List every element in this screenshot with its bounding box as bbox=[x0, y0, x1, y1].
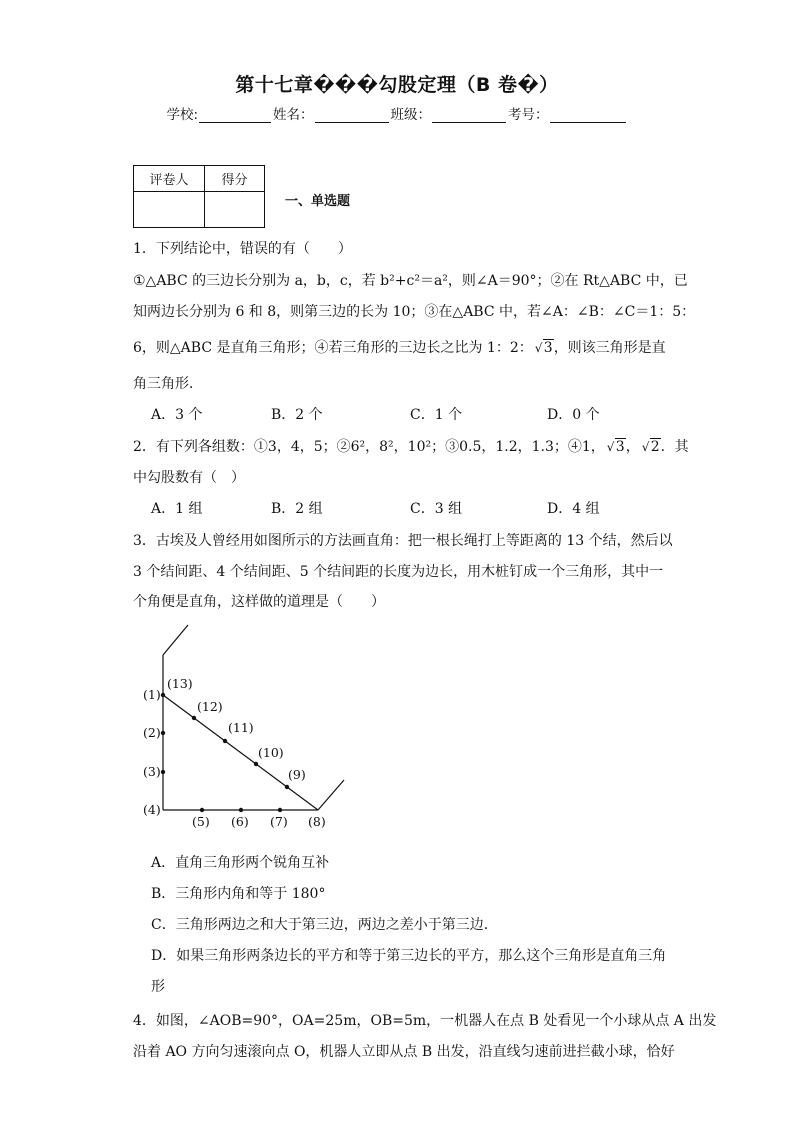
q1-text-line: 知两边长分别为 6 和 8，则第三边的长为 10；③在△ABC 中，若∠A：∠B：∠C＝1：5： bbox=[133, 304, 696, 320]
q2-text-part: 2．有下列各组数：①3，4，5；②6²，8²，10²；③0.5，1.2，1.3；④1， bbox=[133, 439, 605, 455]
knot-dot-2 bbox=[161, 731, 165, 735]
q3-option-b[interactable]: B．三角形内角和等于 180° bbox=[151, 886, 326, 902]
class-blank[interactable] bbox=[432, 108, 506, 123]
egyptian-rope-triangle-figure bbox=[130, 615, 360, 835]
q3-option-d-continued: 形 bbox=[151, 979, 165, 995]
q2-separator: ， bbox=[625, 439, 640, 455]
knot-dot-7 bbox=[278, 808, 282, 812]
score-table-score-cell[interactable] bbox=[205, 192, 265, 228]
knot-label-7: (7) bbox=[270, 814, 288, 829]
q4-stem: 4．如图，∠AOB=90°，OA=25m，OB=5m，一机器人在点 B 处看见一个小球从点 A 出发 bbox=[133, 1013, 717, 1029]
school-label: 学校: bbox=[166, 107, 199, 123]
knot-dot-11 bbox=[223, 739, 227, 743]
knot-label-6: (6) bbox=[231, 814, 249, 829]
school-blank[interactable] bbox=[199, 108, 271, 123]
figure-extension-line-right bbox=[318, 780, 344, 810]
sqrt-3-expression: √ 3 bbox=[534, 340, 553, 356]
score-table-score-header: 得分 bbox=[205, 166, 265, 192]
knot-dot-3 bbox=[161, 770, 165, 774]
student-info-line bbox=[0, 103, 794, 123]
knot-label-4: (4) bbox=[143, 802, 161, 817]
knot-dot-6 bbox=[239, 808, 243, 812]
section-heading-single-choice: 一、单选题 bbox=[285, 194, 351, 209]
score-table-grader-cell[interactable] bbox=[134, 192, 205, 228]
sqrt-3-expression: √ 3 bbox=[606, 439, 625, 455]
knot-label-13: (13) bbox=[167, 676, 193, 691]
q1-text-part: 6，则△ABC 是直角三角形；④若三角形的三边长之比为 1：2： bbox=[133, 340, 533, 356]
knot-dot-10 bbox=[254, 762, 258, 766]
class-label: 班级： bbox=[390, 107, 432, 123]
q1-text-line: ①△ABC 的三边长分别为 a，b，c，若 b²+c²＝a²，则∠A＝90°；②在 Rt△ABC 中，已 bbox=[133, 273, 688, 289]
knot-dot-5 bbox=[200, 808, 204, 812]
figure-extension-line-top bbox=[163, 625, 188, 655]
q3-option-c[interactable]: C．三角形两边之和大于第三边，两边之差小于第三边． bbox=[151, 917, 498, 933]
q2-option-c[interactable]: C．3 组 bbox=[410, 501, 463, 517]
number-blank[interactable] bbox=[550, 108, 626, 123]
q1-option-a[interactable]: A．3 个 bbox=[151, 407, 203, 423]
knot-label-10: (10) bbox=[258, 745, 284, 760]
q1-option-c[interactable]: C．1 个 bbox=[410, 407, 463, 423]
q3-option-a[interactable]: A．直角三角形两个锐角互补 bbox=[151, 855, 330, 871]
q2-text-line: 中勾股数有（ ） bbox=[133, 470, 245, 486]
q1-stem: 1．下列结论中，错误的有（ ） bbox=[133, 241, 352, 257]
knot-dot-9 bbox=[285, 785, 289, 789]
q3-text-line: 个角便是直角，这样做的道理是（ ） bbox=[133, 594, 385, 610]
knot-label-8: (8) bbox=[308, 814, 326, 829]
q1-option-d[interactable]: D．0 个 bbox=[547, 407, 600, 423]
q2-option-b[interactable]: B．2 组 bbox=[271, 501, 323, 517]
score-table-grader-header: 评卷人 bbox=[134, 166, 205, 192]
q1-text-line: 角三角形． bbox=[133, 376, 203, 392]
knot-label-12: (12) bbox=[197, 699, 223, 714]
knot-label-9: (9) bbox=[288, 767, 306, 782]
q3-text-line: 3 个结间距、4 个结间距、5 个结间距的长度为边长，用木桩钉成一个三角形，其中一 bbox=[133, 564, 664, 580]
knot-dot-1 bbox=[161, 693, 165, 697]
knot-label-2: (2) bbox=[143, 725, 161, 740]
q3-option-d[interactable]: D．如果三角形两条边长的平方和等于第三边长的平方，那么这个三角形是直角三角 bbox=[151, 948, 667, 964]
number-label: 考号： bbox=[508, 107, 549, 123]
q3-stem: 3．古埃及人曾经用如图所示的方法画直角：把一根长绳打上等距离的 13 个结，然后以 bbox=[133, 533, 673, 549]
knot-dot-12 bbox=[192, 716, 196, 720]
name-blank[interactable] bbox=[315, 108, 389, 123]
name-label: 姓名： bbox=[273, 107, 314, 123]
q1-text-line bbox=[133, 337, 666, 357]
q2-stem bbox=[133, 436, 689, 456]
knot-label-1: (1) bbox=[143, 687, 161, 702]
sqrt-2-expression: √ 2 bbox=[641, 439, 660, 455]
score-table bbox=[133, 165, 265, 228]
page-title: 第十七章���勾股定理（B 卷�） bbox=[235, 74, 559, 96]
knot-label-5: (5) bbox=[192, 814, 210, 829]
knot-label-11: (11) bbox=[228, 720, 254, 735]
q2-option-d[interactable]: D．4 组 bbox=[547, 501, 600, 517]
knot-label-3: (3) bbox=[143, 764, 161, 779]
q1-text-part: ，则该三角形是直 bbox=[553, 340, 666, 356]
q1-option-b[interactable]: B．2 个 bbox=[271, 407, 323, 423]
figure-hypotenuse bbox=[163, 695, 318, 810]
q2-option-a[interactable]: A．1 组 bbox=[151, 501, 203, 517]
q2-text-part: ．其 bbox=[660, 439, 689, 455]
q4-text-line: 沿着 AO 方向匀速滚向点 O，机器人立即从点 B 出发，沿直线匀速前进拦截小球，恰好 bbox=[133, 1044, 675, 1060]
